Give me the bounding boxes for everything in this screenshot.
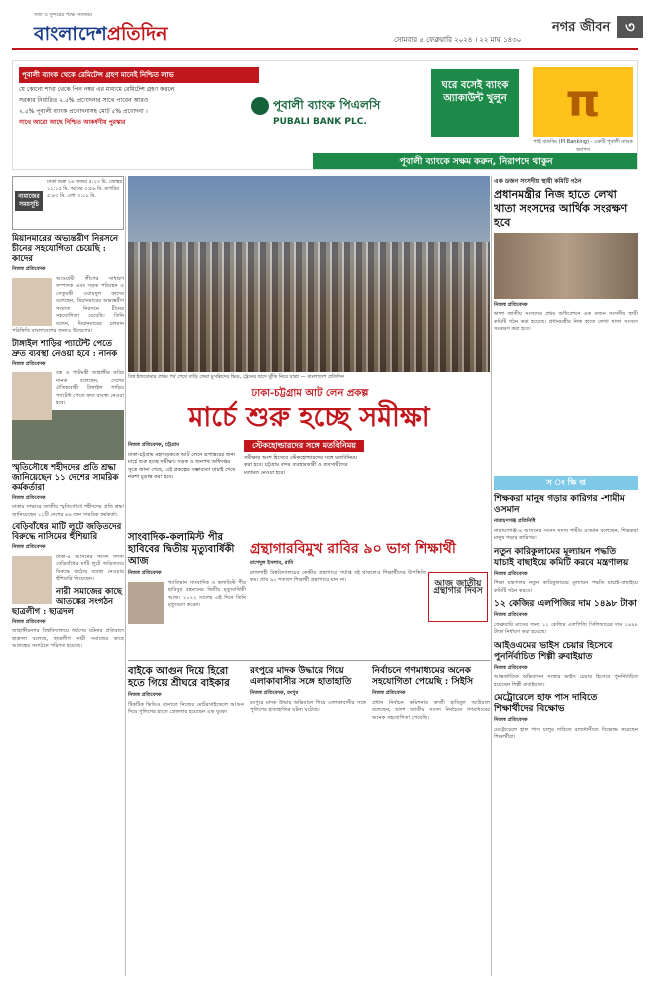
news-photo [128, 582, 164, 624]
logo-part-a: বাংলাদেশ [34, 23, 107, 45]
column-divider [491, 176, 492, 976]
article-headline[interactable]: প্রধানমন্ত্রীর নিজ হাতে লেখা খাতা সংসদের আর্থিক সংরক্ষণ হবে [494, 187, 628, 229]
pi-banking-icon: π [533, 67, 633, 137]
article-byline: নিজস্ব প্রতিবেদক, রংপুর [250, 690, 299, 696]
article-headline[interactable]: বেড়িবাঁধের মাটি লুটে জড়িতদের বিরুদ্ধে নাসিমের হুঁশিয়ারি [12, 522, 122, 542]
article-headline[interactable]: স্মৃতিসৌধে শহীদদের প্রতি শ্রদ্ধা জানিয়েছেন ১১ দেশের সামরিক কর্মকর্তারা [12, 462, 119, 493]
article-body: ঢাকা-চট্টগ্রাম মহাসড়ককে আট লেনে রূপান্তরের জন্য মার্চে শুরু হচ্ছে সমীক্ষা। সড়ক ও জনপথ অধিদপ্তর সূত্রে জানা গেছে, এই প্রকল্পের সম্ভাব্যতা যাচাই শেষে নকশা চূড়ান্ত করা হবে। [128, 451, 236, 480]
bank-name-en: PUBALI BANK PLC. [273, 117, 367, 127]
ad-promo-box: ঘরে বসেই ব্যাংক অ্যাকাউন্ট খুলুন [431, 69, 519, 137]
article-byline: রাশেদুল ইসলাম, রাবি [250, 560, 294, 566]
article-byline: নিজস্ব প্রতিবেদক [128, 692, 162, 698]
story-pir-habib [128, 532, 246, 626]
ad-headline: পূবালী ব্যাংক থেকে রেমিটেন্স গ্রহণ মানেই নিশ্চিত লাভ [19, 67, 259, 83]
article-headline[interactable]: মেট্রোরেলে হাফ পাস দাবিতে শিক্ষার্থীদের বিক্ষোভ [494, 693, 598, 714]
lead-article-col1 [128, 440, 238, 482]
news-photo [12, 556, 52, 604]
ad-line: যে কোনো শাখা থেকে পিন নম্বর এর মাধ্যমে রেমিটেন্স গ্রহণ করলে [19, 86, 175, 93]
article-headline[interactable]: ১২ কেজির এলপিজির দাম ১৪৯৮ টাকা [494, 599, 637, 609]
right-column [494, 176, 638, 336]
lead-subhead: স্টেকহোল্ডারদের সঙ্গে মতবিনিময় [244, 440, 364, 452]
article-headline[interactable]: নারী সমাজের কাছে আতঙ্কের সংগঠন ছাত্রলীগ : ছাত্রদল [12, 586, 123, 617]
article-headline[interactable]: টাঙ্গাইল শাড়ির প্যাটেন্ট পেতে দ্রুত ব্যবস্থা নেওয়া হবে : নানক [12, 338, 118, 359]
bank-name [273, 97, 380, 127]
article-byline: নিজস্ব প্রতিবেদক [12, 360, 46, 367]
callout-box: আজ জাতীয় গ্রন্থাগার দিবস [428, 572, 488, 622]
article-headline[interactable]: মিয়ানমারের অভ্যন্তরীণ নিরসনে চীনের সহযোগিতা চেয়েছি : কাদের [12, 234, 119, 264]
bank-name-bn: পূবালী ব্যাংক পিএলসি [273, 98, 381, 112]
article-body: জাহাঙ্গীরনগর বিশ্ববিদ্যালয়ে ধর্ষণের ঘটনার প্রতিবাদে ছাত্রদল বলেছে, ছাত্রলীগ নারী সমাজের কাছে আতঙ্কের সংগঠনে পরিণত হয়েছে। [12, 628, 124, 649]
bank-advertisement[interactable] [12, 60, 638, 170]
pi-caption: পাই ব্যাংকিং (PI Banking) - একটি পূবালী ব্যাংক অ্যাপস [533, 139, 633, 153]
photo-crowd [128, 242, 490, 372]
article-headline[interactable]: বাইকে আগুন দিয়ে হিরো হতে গিয়ে শ্রীঘরে বাইকার [128, 666, 230, 689]
ad-text-block [19, 67, 259, 127]
right-column-briefs [494, 476, 638, 744]
article-body: প্রধান নির্বাচন কমিশনার কাজী হাবিবুল আউয়াল বলেছেন, দ্বাদশ জাতীয় সংসদ নির্বাচনে গণমাধ্যমের অনেক সহযোগিতা পেয়েছি। [372, 699, 490, 721]
article-headline[interactable]: নতুন কারিকুলামের মূল্যায়ন পদ্ধতি যাচাই বাছাইয়ে কমিটি করবে মন্ত্রণালয় [494, 546, 629, 568]
prayer-times-info: ঢাকা শুক্র ২৬ ফজর ৫:২৩ মি. জোহর ১২:১৫ মি. আসর ৩:৫৬ মি. মাগরিব ৫:৪৩ মি. এশা ৭:০০ মি. [47, 179, 123, 199]
article-headline[interactable]: সাংবাদিক-কলামিস্ট পীর হাবিবের দ্বিতীয় মৃত্যুবার্ষিকী আজ [128, 532, 235, 567]
news-photo [12, 372, 52, 420]
article-body: আওয়ামী লীগের সাধারণ সম্পাদক এবং সড়ক পরিবহন ও সেতুমন্ত্রী ওবায়দুল কাদের বলেছেন, মিয়ানমারের অভ্যন্তরীণ সংঘাত নিরসনে চীনের সহযোগিতা চেয়েছি। তিনি বলেন, মিয়ানমারের চলমান পরিস্থিতি বাংলাদেশের জন্যও উদ্বেগের। [12, 275, 124, 334]
lead-headline[interactable]: মার্চে শুরু হচ্ছে সমীক্ষা [188, 402, 430, 433]
article-byline: নারায়ণগঞ্জ প্রতিনিধি [494, 518, 536, 524]
ad-line: সাথে আরো আছে নিশ্চিত আকর্ষণীয় পুরস্কার [19, 119, 126, 126]
section-divider [128, 660, 490, 661]
prayer-times-title: নামাজের সময়সূচি [15, 191, 43, 211]
bank-logo-icon [251, 97, 269, 115]
article-byline: নিজস্ব প্রতিবেদক [494, 570, 528, 577]
lead-photo[interactable] [128, 176, 490, 372]
article-body: শিক্ষা মন্ত্রণালয় নতুন কারিকুলামের মূল্যায়ন পদ্ধতি যাচাই-বাছাইয়ে কমিটি গঠন করবে। [494, 580, 638, 594]
article-headline[interactable]: রংপুরে মাদক উদ্ধারে গিয়ে এলাকাবাসীর সঙ্গে হাতাহাতি [250, 666, 352, 687]
article-byline: নিজস্ব প্রতিবেদক [494, 301, 528, 308]
article-headline[interactable]: আইওএমের ভাইস চেয়ার হিসেবে পুনর্নির্বাচিত শিল্পী রুবাইয়াত [494, 640, 613, 662]
article-body: নারায়ণগঞ্জ-৪ আসনের সংসদ সদস্য শামীম ওসমান বলেছেন, শিক্ষকরা মানুষ গড়ার কারিগর। [494, 527, 638, 541]
ad-slogan: পূবালী ব্যাংকে সক্ষম করুন, নিরাপদে থাকুন [313, 153, 638, 170]
article-byline: নিজস্ব প্রতিবেদক [494, 612, 528, 618]
article-byline: নিজস্ব প্রতিবেদক [12, 544, 46, 550]
lead-article-col2 [244, 440, 364, 477]
article-body: টিকটিক ভিডিও বানাতে নিজের মোটরসাইকেলে আগুন দিয়ে পুলিশের হাতে গ্রেফতার হয়েছেন এক যুবক। [128, 701, 244, 715]
article-body: রংপুরে মাদক উদ্ধার অভিযানে গিয়ে এলাকাবাসীর সঙ্গে পুলিশের হাতাহাতির ঘটনা ঘটেছে। [250, 699, 366, 713]
masthead [12, 12, 638, 46]
column-divider [125, 176, 126, 976]
article-byline: নিজস্ব প্রতিবেদক [12, 494, 46, 501]
article-body: ঢাকা-৪ আসনের সংসদ সদস্য বেড়িবাঁধের মাটি লুটে জড়িতদের বিরুদ্ধে কঠোর ব্যবস্থা নেওয়ার হুঁশিয়ারি দিয়েছেন। [56, 553, 124, 582]
masthead-divider [12, 48, 638, 50]
article-byline: নিজস্ব প্রতিবেদক [372, 690, 406, 696]
section-title: নগর জীবন [552, 20, 611, 35]
photo-caption [128, 374, 490, 382]
news-photo [12, 278, 52, 326]
article-body: খ্যাতিমান সাংবাদিক ও কলামিস্ট পীর হাবিবুর রহমানের দ্বিতীয় মৃত্যুবার্ষিকী আজ। ২০২২ সালের এই দিনে তিনি মৃত্যুবরণ করেন। [168, 579, 246, 608]
issue-date: সোমবার ৫ ফেব্রুয়ারি ২০২৪ । ২২ মাঘ ১৪৩০ [394, 36, 522, 44]
story-cec [372, 666, 490, 724]
article-headline[interactable]: শিক্ষকরা মানুষ গড়ার কারিগর -শামীম ওসমান [494, 494, 625, 515]
story-rangpur [250, 666, 366, 717]
article-headline[interactable]: নির্বাচনে গণমাধ্যমের অনেক সহযোগিতা পেয়েছি : সিইসি [372, 666, 474, 687]
article-kicker: এক ডজন সংসদীয় স্থায়ী কমিটি গঠন [494, 178, 582, 185]
article-byline: নিজস্ব প্রতিবেদক, চট্টগ্রাম [128, 442, 179, 448]
article-body: আন্তর্জাতিক অভিবাসন সংস্থার ভাইস চেয়ার হিসেবে পুনর্নির্বাচিত হয়েছেন শিল্পী রুবাইয়াত। [494, 674, 638, 688]
photo-caption-text: বিশ্ব ইজতেমার প্রথম পর্ব শেষে বাড়ি ফেরা মুসল্লিদের ভিড়, ট্রেনের ছাদে ঝুঁকি নিয়ে যাত্রা [128, 374, 300, 380]
page-number: ৩ [617, 16, 643, 38]
story-library [250, 540, 490, 624]
article-body: ঢাকার সাভারে জাতীয় স্মৃতিসৌধে শহীদদের প্রতি শ্রদ্ধা জানিয়েছেন ১১টি দেশের ৪৬ জন সামরিক কর্মকর্তা। [12, 504, 124, 518]
article-byline: নিজস্ব প্রতিবেদক [128, 570, 162, 576]
photo-credit: — বাংলাদেশ প্রতিদিন [300, 374, 344, 380]
article-byline: নিজস্ব প্রতিবেদক [12, 266, 46, 272]
article-body: মেট্রোরেলে হাফ পাস চালুর দাবিতে রাজধানীতে বিক্ষোভ করেছেন শিক্ষার্থীরা। [494, 726, 638, 740]
article-body: ফেব্রুয়ারি মাসের জন্য ১২ কেজির এলপিজি সিলিন্ডারের দাম ১৪৯৮ টাকা নির্ধারণ করা হয়েছে। [494, 621, 638, 635]
article-headline[interactable]: গ্রন্থাগারবিমুখ রাবির ৯০ ভাগ শিক্ষার্থী [250, 541, 456, 557]
ad-line: ২.৫% পূবালী ব্যাংক প্রণোদনাসহ মোট ৫% প্রণোদনা । [19, 108, 148, 115]
ad-line: সরকার নির্ধারিত ২.৫% প্রণোদনার সাথে পাবেন আরও [19, 97, 149, 104]
briefs-rubric: স ং ক্ষি প্ত [494, 476, 638, 490]
left-column [12, 176, 124, 653]
article-body: সমীক্ষার অংশ হিসেবে স্টেকহোল্ডারদের সঙ্গে মতবিনিময় করা হবে। চট্টগ্রাম বন্দর ব্যবহারকারী ও ব্যবসায়ীদের মতামত নেওয়া হবে। [244, 454, 357, 476]
article-body: বস্ত্র ও পাটমন্ত্রী জাহাঙ্গীর কবির নানক বলেছেন, দেশের ঐতিহ্যবাহী টাঙ্গাইল শাড়ির প্যাটেন্ট পেতে দ্রুত ব্যবস্থা নেওয়া হবে। [56, 370, 124, 406]
article-byline: নিজস্ব প্রতিবেদক [494, 717, 528, 723]
logo-part-b: প্রতিদিন [106, 23, 168, 45]
lead-kicker: ঢাকা-চট্টগ্রাম আট লেন প্রকল্প [251, 388, 369, 399]
story-biker [128, 666, 244, 719]
article-body: দ্বাদশ জাতীয় সংসদের প্রথম অধিবেশনে এক ডজন সংসদীয় স্থায়ী কমিটি গঠন করা হয়েছে। প্রধানমন্ত্রীর নিজ হাতে লেখা খাতা সংসদে সংরক্ষণ করা হবে। [494, 311, 638, 332]
prayer-times-box [12, 176, 124, 230]
news-photo [494, 233, 638, 299]
article-byline: নিজস্ব প্রতিবেদক [494, 664, 528, 671]
article-byline: নিজস্ব প্রতিবেদক [12, 618, 46, 625]
article-body: রাজশাহী বিশ্ববিদ্যালয়ের কেন্দ্রীয় গ্রন্থাগারে পর্যাপ্ত বই থাকলেও শিক্ষার্থীদের উপস্থিতি কম। প্রায় ৯০ শতাংশ শিক্ষার্থী গ্রন্থাগারে যান না। [250, 569, 426, 583]
tagline: সত্য ও সুন্দরের পক্ষে সবসময় [34, 12, 92, 18]
